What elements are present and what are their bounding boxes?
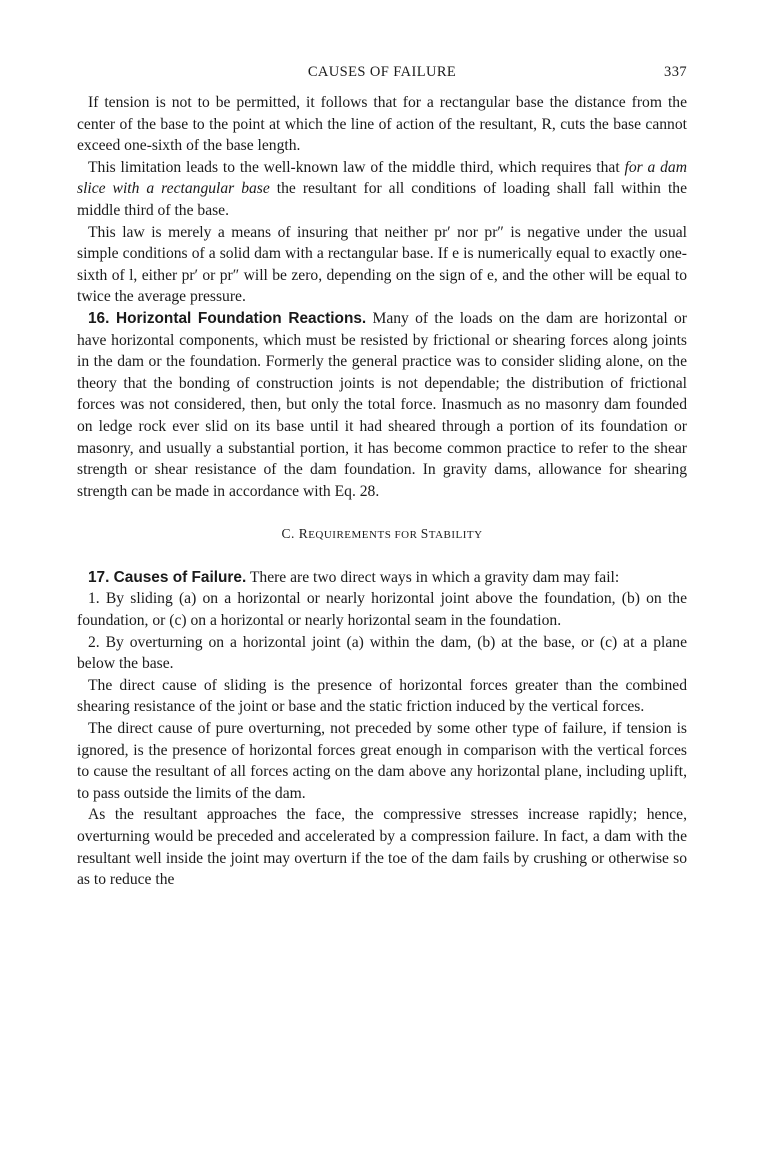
middle-third-text-2: the resultant for all conditions of loading shall fall within the middle third of the base. [77, 180, 688, 219]
middle-third-text-1: This limitation leads to the well-known law of the middle third, which requires that [88, 158, 625, 176]
list-item-overturning: 2. By overturning on a horizontal joint (a) within the dam, (b) at the base, or (c) at a plane below the base. [77, 633, 687, 673]
running-title: CAUSES OF FAILURE [307, 64, 457, 80]
subsection-word-2: TABILITY [428, 529, 483, 542]
running-head [77, 62, 687, 84]
paragraph-tension: If tension is not to be permitted, it follows that for a rectangular base the distance from the center of the base to the point at which the line of action of the resultant, R, cuts the base cannot exceed one-sixth of the base length. [77, 94, 687, 155]
paragraph-middle-third [77, 157, 687, 222]
subsection-letter: C. R [281, 526, 309, 542]
section-17 [77, 567, 687, 589]
section-17-text: There are two direct ways in which a gravity dam may fail: [246, 568, 620, 586]
subsection-heading [77, 523, 687, 547]
page-number: 337 [664, 64, 687, 80]
subsection-word-1: EQUIREMENTS FOR [308, 529, 421, 542]
section-16 [77, 308, 687, 502]
list-item-sliding: 1. By sliding (a) on a horizontal or nearly horizontal joint above the foundation, (b) on the foundation, or (c) on a horizontal or nearly horizontal seam in the foundation. [77, 590, 687, 630]
section-16-text: Many of the loads on the dam are horizontal or have horizontal components, which must be resisted by frictional or shearing forces along joints in the dam or the foundation. Formerly the general practice was to consider sliding alone, on the theory that the bonding of construction joints is not dependable; the distribution of frictional forces was not considered, then, but only the total force. Inasmuch as no masonry dam founded on ledge rock ever slid on its base until it had sheared through a portion of its foundation or masonry, and usually a substantial portion, it has become common practice to refer to the shear strength or shear resistance of the dam foundation. In gravity dams, allowance for shearing strength can be made in accordance with Eq. 28. [77, 309, 687, 500]
book-page [77, 62, 687, 891]
paragraph-law: This law is merely a means of insuring that neither pr′ nor pr″ is negative under the usual simple conditions of a solid dam with a rectangular base. If e is numerically equal to exactly one-sixth of l, either pr′ or pr″ will be zero, depending on the sign of e, and the other will be equal to twice the average pressure. [77, 223, 687, 306]
section-16-heading: 16. Horizontal Foundation Reactions. [88, 309, 367, 327]
paragraph-sliding-cause: The direct cause of sliding is the presence of horizontal forces greater than the combined shearing resistance of the joint or base and the static friction induced by the vertical forces. [77, 676, 687, 716]
paragraph-compressive: As the resultant approaches the face, the compressive stresses increase rapidly; hence, overturning would be preceded and accelerated by a compression failure. In fact, a dam with the resultant well inside the joint may overturn if the toe of the dam fails by crushing or otherwise so as to reduce the [77, 806, 687, 889]
subsection-s: S [420, 526, 429, 542]
section-17-heading: 17. Causes of Failure. [88, 568, 247, 586]
middle-third-italic: for a dam slice with a rectangular base [77, 158, 687, 198]
paragraph-overturning-cause: The direct cause of pure overturning, not preceded by some other type of failure, if tension is ignored, is the presence of horizontal forces great enough in comparison with the vertical forces to cause the resultant of all forces acting on the dam above any horizontal plane, including uplift, to pass outside the limits of the dam. [77, 720, 687, 802]
